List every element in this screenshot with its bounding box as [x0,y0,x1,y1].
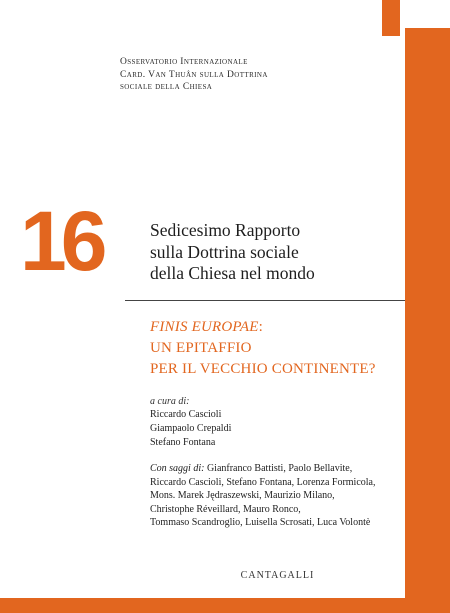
curator-name: Stefano Fontana [150,437,216,448]
subtitle-line-1 [150,317,410,338]
essays-line: Riccardo Cascioli, Stefano Fontana, Lorenza Formicola, [150,476,376,488]
essays-label: Con saggi di: [150,463,205,474]
essays-line [150,462,405,476]
curator-name: Giampaolo Crepaldi [150,423,232,434]
volume-number: 16 [20,194,102,288]
report-title-line: Sedicesimo Rapporto [150,220,301,240]
report-title-line: della Chiesa nel mondo [150,263,315,283]
subtitle-italic: FINIS EUROPAE [150,319,259,335]
essays-line: Christophe Réveillard, Mauro Ronco, [150,503,301,515]
publisher-name: CANTAGALLI [240,570,315,581]
subtitle-line-2: UN EPITAFFIO [150,340,252,356]
subtitle-line-3: PER IL VECCHIO CONTINENTE? [150,361,376,377]
essays-block [150,462,405,530]
subtitle-colon: : [258,319,263,335]
essays-line: Tommaso Scandroglio, Luisella Scrosati, Luca Volontè [150,517,371,528]
curators-block [150,396,405,450]
institution-line: Osservatorio Internazionale [120,57,248,67]
curators-label: a cura di: [150,396,190,407]
curator-name: Riccardo Cascioli [150,409,222,420]
divider-rule [125,300,405,301]
report-title [150,220,405,285]
institution-line: sociale della Chiesa [120,82,213,92]
subtitle [150,317,410,380]
institution-header [120,56,380,94]
orange-right-band [405,28,450,613]
orange-top-bar [382,0,400,36]
orange-bottom-band [0,598,450,613]
institution-line: Card. Van Thuân sulla Dottrina [120,69,268,80]
essays-authors: Gianfranco Battisti, Paolo Bellavite, [206,463,353,474]
report-title-line: sulla Dottrina sociale [150,241,299,262]
essays-line: Mons. Marek Jędraszewski, Maurizio Milano, [150,490,335,501]
